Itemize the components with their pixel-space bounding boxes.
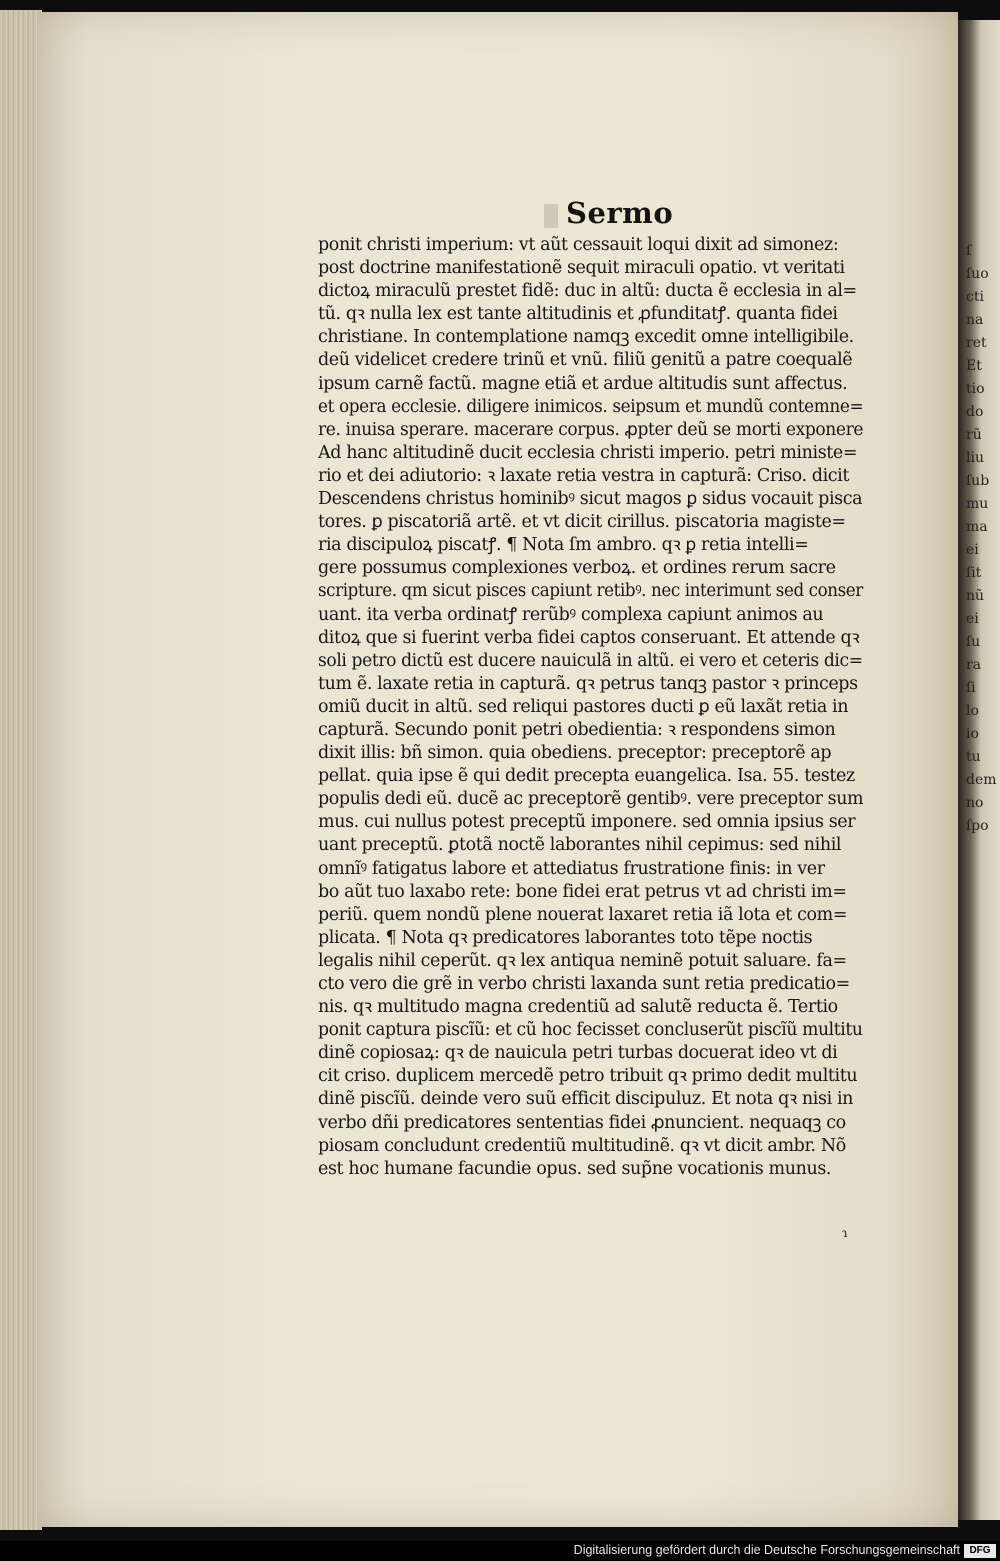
text-line: plicata. ¶ Nota qꝛ predicatores laborantes toto tẽpe noctis — [318, 927, 813, 948]
text-line: omiũ ducit in altũ. sed reliqui pastores ducti ꝑ eũ laxãt retia in — [318, 696, 849, 717]
facing-text-fragment: ſuo — [966, 266, 989, 282]
facing-text-fragment: lo — [966, 703, 979, 719]
text-line: tum ẽ. laxate retia in capturã. qꝛ petrus tanqꝫ pastor ꝛ princeps — [318, 673, 858, 694]
text-line: ponit captura piscĩũ: et cũ hoc fecisset concluserũt piscĩũ multitu — [318, 1020, 863, 1041]
text-line: cit criso. duplicem mercedẽ petro tribuit qꝛ primo dedit multitu — [318, 1066, 858, 1087]
text-line: tũ. qꝛ nulla lex est tante altitudinis et ꝓfunditatꝭ. quanta fidei — [318, 304, 838, 325]
book-page-edges — [0, 10, 42, 1530]
footer-bar — [0, 1541, 1000, 1561]
running-head-ornament — [544, 204, 558, 228]
facing-text-fragment: ra — [966, 657, 982, 673]
text-line: est hoc humane facundie opus. sed sup̃ne vocationis munus. — [318, 1158, 832, 1179]
text-line: et opera ecclesie. diligere inimicos. seipsum et mundũ contemne= — [318, 396, 864, 417]
facing-text-fragment: liu — [966, 450, 984, 466]
text-line: omnĩꝰ fatigatus labore et attediatus frustratione finis: in ver — [318, 858, 825, 879]
facing-page-text — [966, 240, 1000, 838]
text-line: nis. qꝛ multitudo magna credentiũ ad salutẽ reducta ẽ. Tertio — [318, 997, 838, 1018]
facing-text-fragment: dem — [966, 772, 997, 788]
text-line: verbo dñi predicatores sententias fidei ꝓnuncient. nequaqꝫ co — [318, 1112, 846, 1133]
text-line: post doctrine manifestationẽ sequit miraculi opatio. vt veritati — [318, 258, 845, 279]
text-line: ria discipuloꝝ piscatꝭ. ¶ Nota ſm ambro. qꝛ ꝑ retia intelli= — [318, 535, 809, 556]
text-line: periũ. quem nondũ plene nouerat laxaret retia iã lota et com= — [318, 904, 848, 925]
facing-text-fragment: ſpo — [966, 818, 989, 834]
text-block — [318, 234, 863, 1181]
text-line: gere possumus complexiones verboꝝ. et ordines rerum sacre — [318, 558, 836, 579]
text-line: dixit illis: bñ simon. quia obediens. preceptor: preceptorẽ ap — [318, 743, 832, 764]
facing-text-fragment: ret — [966, 335, 987, 351]
text-line: deũ videlicet credere trinũ et vnũ. filiũ genitũ a patre coequalẽ — [318, 350, 853, 371]
text-line: bo aũt tuo laxabo rete: bone fidei erat petrus vt ad christi im= — [318, 881, 847, 902]
text-line: cto vero die grẽ in verbo christi laxanda sunt retia predicatio= — [318, 974, 850, 994]
text-line: uant preceptũ. ꝑtotã noctẽ laborantes nihil cepimus: sed nihil — [318, 835, 842, 856]
text-line: re. inuisa sperare. macerare corpus. ꝓpter deũ se morti exponere — [318, 419, 864, 440]
text-line: ditoꝝ que si fuerint verba fidei captos conseruant. Et attende qꝛ — [318, 627, 860, 648]
text-line: piosam concludunt credentiũ multitudinẽ. qꝛ vt dicit ambr. Nõ — [318, 1135, 846, 1156]
facing-text-fragment: ei — [966, 542, 979, 558]
text-line: ipsum carnẽ factũ. magne etiã et ardue altitudis sunt affectus. — [318, 373, 848, 394]
facing-text-fragment: tu — [966, 749, 981, 765]
text-line: pellat. quia ipse ẽ qui dedit precepta euangelica. Isa. 55. testez — [318, 766, 855, 787]
facing-text-fragment: na — [966, 312, 984, 328]
text-line: legalis nihil ceperũt. qꝛ lex antiqua neminẽ potuit saluare. fa= — [318, 950, 847, 971]
facing-text-fragment: do — [966, 404, 984, 420]
text-line: mus. cui nullus potest preceptũ imponere. sed omnia ipsius ser — [318, 812, 856, 833]
facing-text-fragment: ſu — [966, 634, 981, 650]
facing-text-fragment: ma — [966, 519, 988, 535]
text-line: dictoꝝ miraculũ prestet fidẽ: duc in altũ: ducta ẽ ecclesia in al= — [318, 281, 857, 302]
text-line: ponit christi imperium: vt aũt cessauit loqui dixit ad simonez: — [318, 235, 839, 255]
facing-text-fragment: mu — [966, 496, 989, 512]
facing-text-fragment: tio — [966, 381, 985, 397]
text-line: Ad hanc altitudinẽ ducit ecclesia christi imperio. petri ministe= — [318, 442, 858, 463]
facing-text-fragment: ſub — [966, 473, 990, 489]
text-line: Descendens christus hominibꝰ sicut magos ꝑ sidus vocauit pisca — [318, 489, 863, 510]
text-line: scripture. qm sicut pisces capiunt retibꝰ. nec interimunt sed conser — [318, 581, 863, 602]
funding-notice: Digitalisierung gefördert durch die Deutsche Forschungsgemeinschaft — [573, 1543, 960, 1557]
text-line: dinẽ piscĩũ. deinde vero suũ efficit discipuluz. Et nota qꝛ nisi in — [318, 1089, 854, 1110]
facing-text-fragment: Et — [966, 358, 982, 374]
facing-text-fragment: nũ — [966, 588, 985, 604]
facing-text-fragment: io — [966, 726, 979, 742]
text-line: christiane. In contemplatione namqꝫ excedit omne intelligibile. — [318, 327, 854, 348]
facing-text-fragment: rũ — [966, 427, 982, 443]
dfg-logo: DFG — [964, 1544, 996, 1558]
facing-text-fragment: ſ — [966, 243, 972, 259]
end-mark: ɿ — [842, 1226, 848, 1240]
text-line: populis dedi eũ. ducẽ ac preceptorẽ gentibꝰ. vere preceptor sum — [318, 789, 864, 810]
text-line: dinẽ copiosaꝝ: qꝛ de nauicula petri turbas docuerat ideo vt di — [318, 1043, 838, 1064]
text-line: capturã. Secundo ponit petri obedientia: ꝛ respondens simon — [318, 719, 836, 740]
text-line: rio et dei adiutorio: ꝛ laxate retia vestra in capturã: Criso. dicit — [318, 465, 850, 486]
text-line: soli petro dictũ est ducere nauiculã in altũ. ei vero et ceteris dic= — [318, 650, 863, 671]
facing-text-fragment: no — [966, 795, 984, 811]
text-line: uant. ita verba ordinatꝭ rerũbꝰ complexa capiunt animos au — [318, 604, 824, 625]
facing-page-edge — [958, 20, 1000, 1520]
facing-text-fragment: ſit — [966, 565, 982, 581]
text-line: tores. ꝑ piscatoriã artẽ. et vt dicit cirillus. piscatoria magiste= — [318, 512, 846, 533]
facing-text-fragment: ſi — [966, 680, 976, 696]
running-head: Sermo — [566, 196, 674, 230]
facing-text-fragment: ei — [966, 611, 979, 627]
facing-text-fragment: cti — [966, 289, 984, 305]
